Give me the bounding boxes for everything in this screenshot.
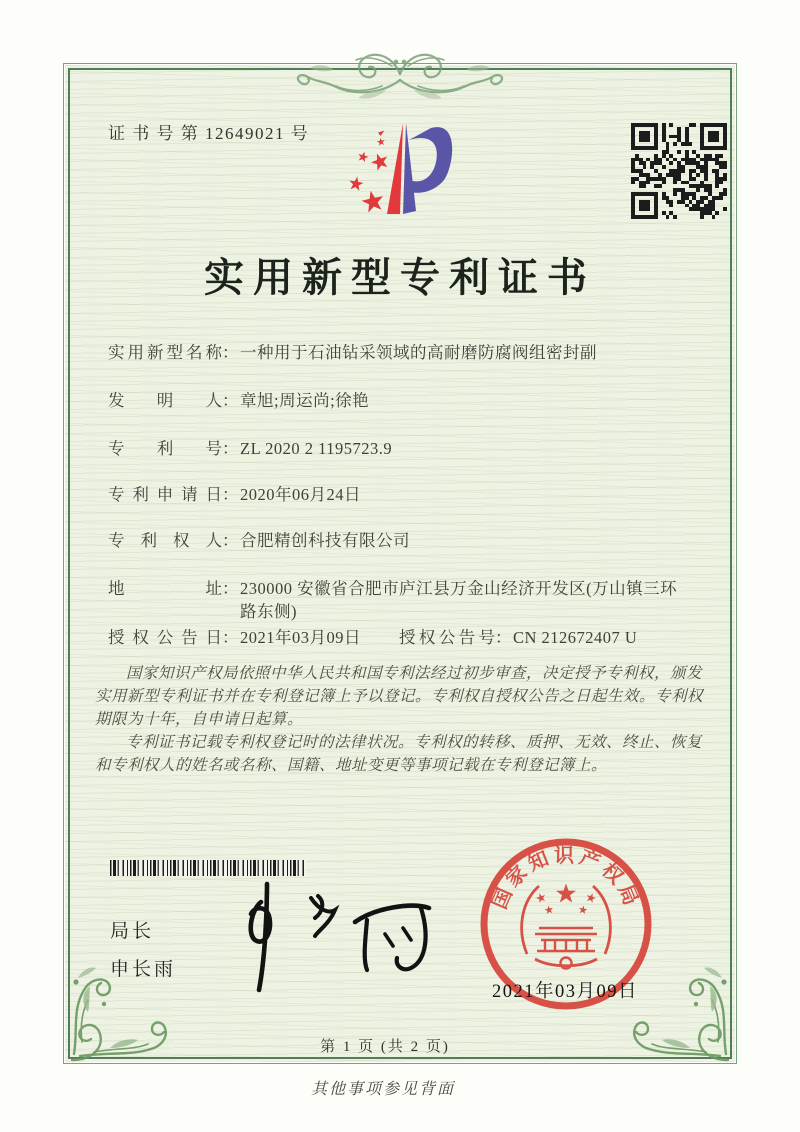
grant-date-value: 2021年03月09日	[240, 628, 361, 647]
grant-no-label: 授权公告号	[399, 628, 495, 647]
legal-paragraph-2: 专利证书记载专利权登记时的法律状况。专利权的转移、质押、无效、终止、恢复和专利权人的姓名或名称、国籍、地址变更等事项记载在专利登记簿上。	[95, 734, 703, 774]
field-utility-model-name: 实用新型名称：一种用于石油钻采领域的高耐磨防腐阀组密封副	[108, 341, 708, 365]
field-label: 实用新型名称	[108, 343, 222, 362]
field-value: ZL 2020 2 1195723.9	[240, 439, 393, 458]
field-value: 合肥精创科技有限公司	[240, 531, 410, 550]
seal-date: 2021年03月09日	[491, 982, 638, 1002]
field-label: 地址	[108, 579, 222, 598]
national-emblem-icon	[522, 884, 611, 969]
field-value: 230000 安徽省合肥市庐江县万金山经济开发区(万山镇三环路东侧)	[240, 579, 678, 621]
field-patentee: 专利权人：合肥精创科技有限公司	[108, 529, 708, 553]
field-grant-info: 授权公告日：2021年03月09日 授权公告号：CN 212672407 U	[108, 626, 708, 650]
certificate-title: 实用新型专利证书	[204, 255, 596, 300]
cnipa-logo-icon	[343, 116, 458, 222]
seal-ring-text: 国家知识产权局	[488, 844, 644, 913]
commissioner-role-label: 局长	[110, 921, 155, 942]
grant-date-label: 授权公告日	[108, 628, 222, 647]
page-number: 第 1 页 (共 2 页)	[320, 1039, 450, 1055]
field-patent-number: 专利号：ZL 2020 2 1195723.9	[108, 437, 708, 461]
field-value: 2020年06月24日	[240, 485, 361, 504]
legal-text	[95, 662, 713, 777]
field-label: 专利权人	[108, 531, 222, 550]
legal-paragraph-1: 国家知识产权局依照中华人民共和国专利法经过初步审查，决定授予专利权，颁发实用新型专利证书并在专利登记簿上予以登记。专利权自授权公告之日起生效。专利权期限为十年，自申请日起算。	[95, 665, 704, 728]
field-value: 章旭;周运尚;徐艳	[240, 391, 370, 410]
field-label: 专利号	[108, 439, 222, 458]
certificate-number: 证 书 号 第 12649021 号	[108, 124, 310, 143]
back-side-note: 其他事项参见背面	[310, 1081, 455, 1098]
commissioner-name-label: 申长雨	[110, 959, 177, 980]
field-address: 地址：230000 安徽省合肥市庐江县万金山经济开发区(万山镇三环路东侧)	[108, 577, 708, 623]
commissioner-signature	[215, 858, 445, 998]
top-border-ornament	[268, 40, 532, 112]
field-label: 专利申请日	[108, 485, 222, 504]
field-value: 一种用于石油钻采领域的高耐磨防腐阀组密封副	[240, 343, 597, 362]
field-inventors: 发明人：章旭;周运尚;徐艳	[108, 389, 708, 413]
grant-no-value: CN 212672407 U	[513, 628, 638, 647]
field-application-date: 专利申请日：2020年06月24日	[108, 483, 708, 507]
field-label: 发明人	[108, 391, 222, 410]
qr-code	[631, 123, 727, 219]
svg-text:国家知识产权局	[488, 844, 644, 912]
